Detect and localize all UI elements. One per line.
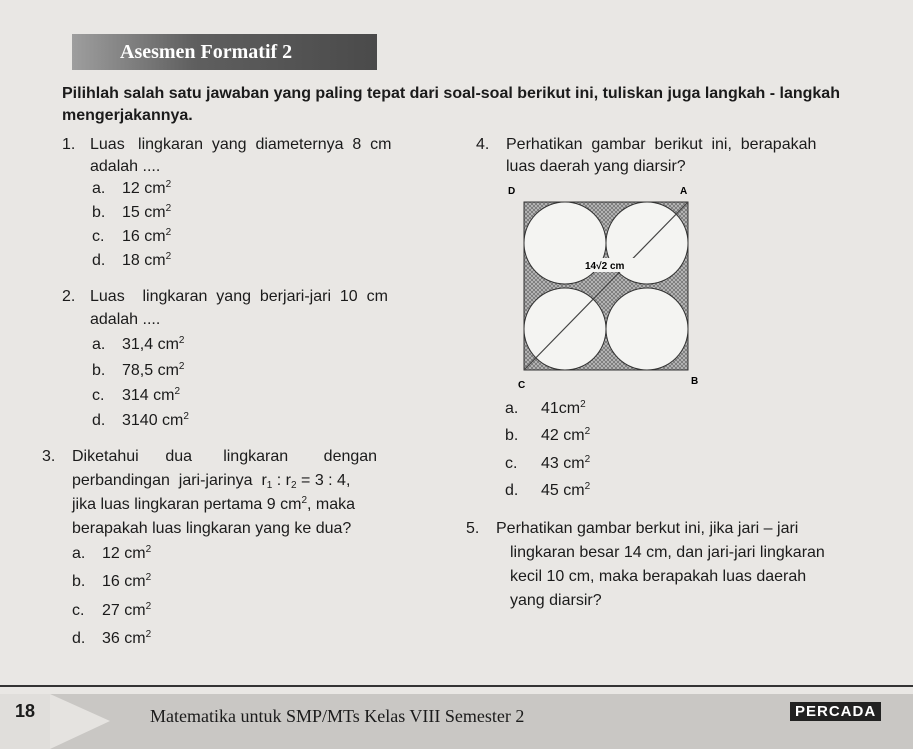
q5-line1: Perhatikan gambar berkut ini, jika jari – jari	[496, 520, 799, 537]
option-letter: d.	[92, 252, 106, 269]
option-exp: 2	[584, 481, 591, 492]
option-letter: c.	[92, 228, 105, 245]
q5-number: 5.	[466, 520, 480, 537]
label-d: D	[508, 186, 516, 197]
option-exp: 2	[580, 399, 586, 410]
q2-option-a[interactable]	[92, 334, 184, 356]
q4-figure	[500, 180, 715, 390]
q1-option-b[interactable]	[92, 202, 171, 224]
q3-option-b[interactable]	[72, 571, 151, 593]
instruction: Pilihlah salah satu jawaban yang paling tepat dari soal-soal berikut ini, tuliskan juga langkah - langkah mengerjakannya.	[62, 85, 840, 124]
label-c: C	[518, 380, 526, 390]
label-b: B	[691, 376, 699, 387]
label-a: A	[680, 186, 688, 197]
option-exp: 2	[165, 251, 172, 262]
page-title: Asesmen Formatif 2	[120, 41, 293, 63]
option-letter: a.	[92, 336, 106, 353]
q2-text: Luas lingkaran yang berjari-jari 10 cm	[90, 288, 388, 305]
q4-line1: Perhatikan gambar berikut ini, berapakah	[506, 136, 817, 153]
q3-line3-exp: 2	[301, 495, 307, 506]
option-letter: a.	[72, 545, 86, 562]
option-value: 42 cm	[541, 427, 585, 444]
q4-line2: luas daerah yang diarsir?	[506, 158, 686, 175]
option-exp: 2	[145, 601, 152, 612]
option-letter: b.	[505, 427, 519, 444]
q2-option-c[interactable]	[92, 385, 180, 407]
q5-line2: lingkaran besar 14 cm, dan jari-jari lingkaran	[510, 544, 825, 561]
q1-text-2: adalah ....	[90, 158, 161, 175]
q4-option-b[interactable]	[505, 425, 590, 447]
option-exp: 2	[165, 227, 172, 238]
option-value: 41cm	[541, 400, 581, 417]
q2-option-b[interactable]	[92, 360, 184, 382]
q3-option-a[interactable]	[72, 543, 151, 565]
option-value: 15 cm	[122, 204, 166, 221]
q1-option-d[interactable]	[92, 250, 171, 272]
option-value: 16 cm	[102, 573, 146, 590]
option-value: 78,5 cm	[122, 362, 179, 379]
q3-line2	[72, 470, 350, 492]
q3-line2-b: : r	[272, 472, 292, 489]
q3-line1: Diketahui dua lingkaran dengan	[72, 448, 378, 465]
q1-option-a[interactable]	[92, 178, 171, 200]
option-letter: d.	[505, 482, 519, 499]
option-exp: 2	[165, 179, 172, 190]
q2-number: 2.	[62, 288, 76, 305]
q3-option-c[interactable]	[72, 600, 151, 622]
q3-line3-b: , maka	[307, 496, 356, 513]
q1-text: Luas lingkaran yang diameternya 8 cm	[90, 136, 392, 153]
option-value: 314 cm	[122, 387, 175, 404]
option-value: 45 cm	[541, 482, 585, 499]
option-value: 16 cm	[122, 228, 166, 245]
q5-line3: kecil 10 cm, maka berapakah luas daerah	[510, 568, 807, 585]
option-letter: c.	[72, 602, 85, 619]
option-letter: b.	[92, 362, 106, 379]
q3-line2-c: = 3 : 4,	[296, 472, 351, 489]
option-value: 18 cm	[122, 252, 166, 269]
option-exp: 2	[145, 572, 152, 583]
option-letter: b.	[92, 204, 106, 221]
q3-line3-a: jika luas lingkaran pertama 9 cm	[72, 496, 302, 513]
option-letter: a.	[92, 180, 106, 197]
q4-number: 4.	[476, 136, 490, 153]
option-letter: d.	[92, 412, 106, 429]
q4-option-d[interactable]	[505, 480, 590, 502]
q3-line4: berapakah luas lingkaran yang ke dua?	[72, 520, 352, 537]
diagonal-label: 14√2 cm	[585, 261, 625, 272]
option-exp: 2	[145, 629, 152, 640]
option-exp: 2	[165, 203, 172, 214]
option-exp: 2	[183, 411, 189, 422]
option-value: 43 cm	[541, 455, 585, 472]
q2-option-d[interactable]	[92, 410, 189, 432]
q3-line2-a: perbandingan jari-jarinya r	[72, 472, 267, 489]
page-number: 18	[0, 694, 50, 749]
option-value: 36 cm	[102, 630, 146, 647]
option-exp: 2	[178, 335, 185, 346]
option-exp: 2	[584, 454, 591, 465]
q3-line3	[72, 494, 355, 516]
option-letter: b.	[72, 573, 86, 590]
q4-option-c[interactable]	[505, 453, 590, 475]
option-letter: d.	[72, 630, 86, 647]
q3-option-d[interactable]	[72, 628, 151, 650]
option-letter: c.	[92, 387, 105, 404]
circle	[606, 288, 688, 370]
option-letter: a.	[505, 400, 519, 417]
option-value: 27 cm	[102, 602, 146, 619]
publisher-logo: PERCADA	[790, 702, 881, 721]
option-exp: 2	[174, 386, 181, 397]
q1-number: 1.	[62, 136, 76, 153]
q3-number: 3.	[42, 448, 56, 465]
footer-divider	[0, 685, 913, 687]
option-value: 12 cm	[102, 545, 146, 562]
footer-arrow	[50, 694, 110, 749]
option-exp: 2	[584, 426, 591, 437]
q3-sub2: 2	[291, 480, 297, 491]
q1-option-c[interactable]	[92, 226, 171, 248]
option-value: 3140 cm	[122, 412, 184, 429]
book-title: Matematika untuk SMP/MTs Kelas VIII Semester 2	[150, 706, 525, 726]
q4-option-a[interactable]	[505, 398, 586, 420]
option-exp: 2	[145, 544, 152, 555]
q3-sub1: 1	[266, 480, 273, 491]
q5-line4: yang diarsir?	[510, 592, 602, 609]
q2-text-2: adalah ....	[90, 311, 161, 328]
option-value: 31,4 cm	[122, 336, 179, 353]
option-value: 12 cm	[122, 180, 166, 197]
option-letter: c.	[505, 455, 518, 472]
option-exp: 2	[178, 361, 185, 372]
